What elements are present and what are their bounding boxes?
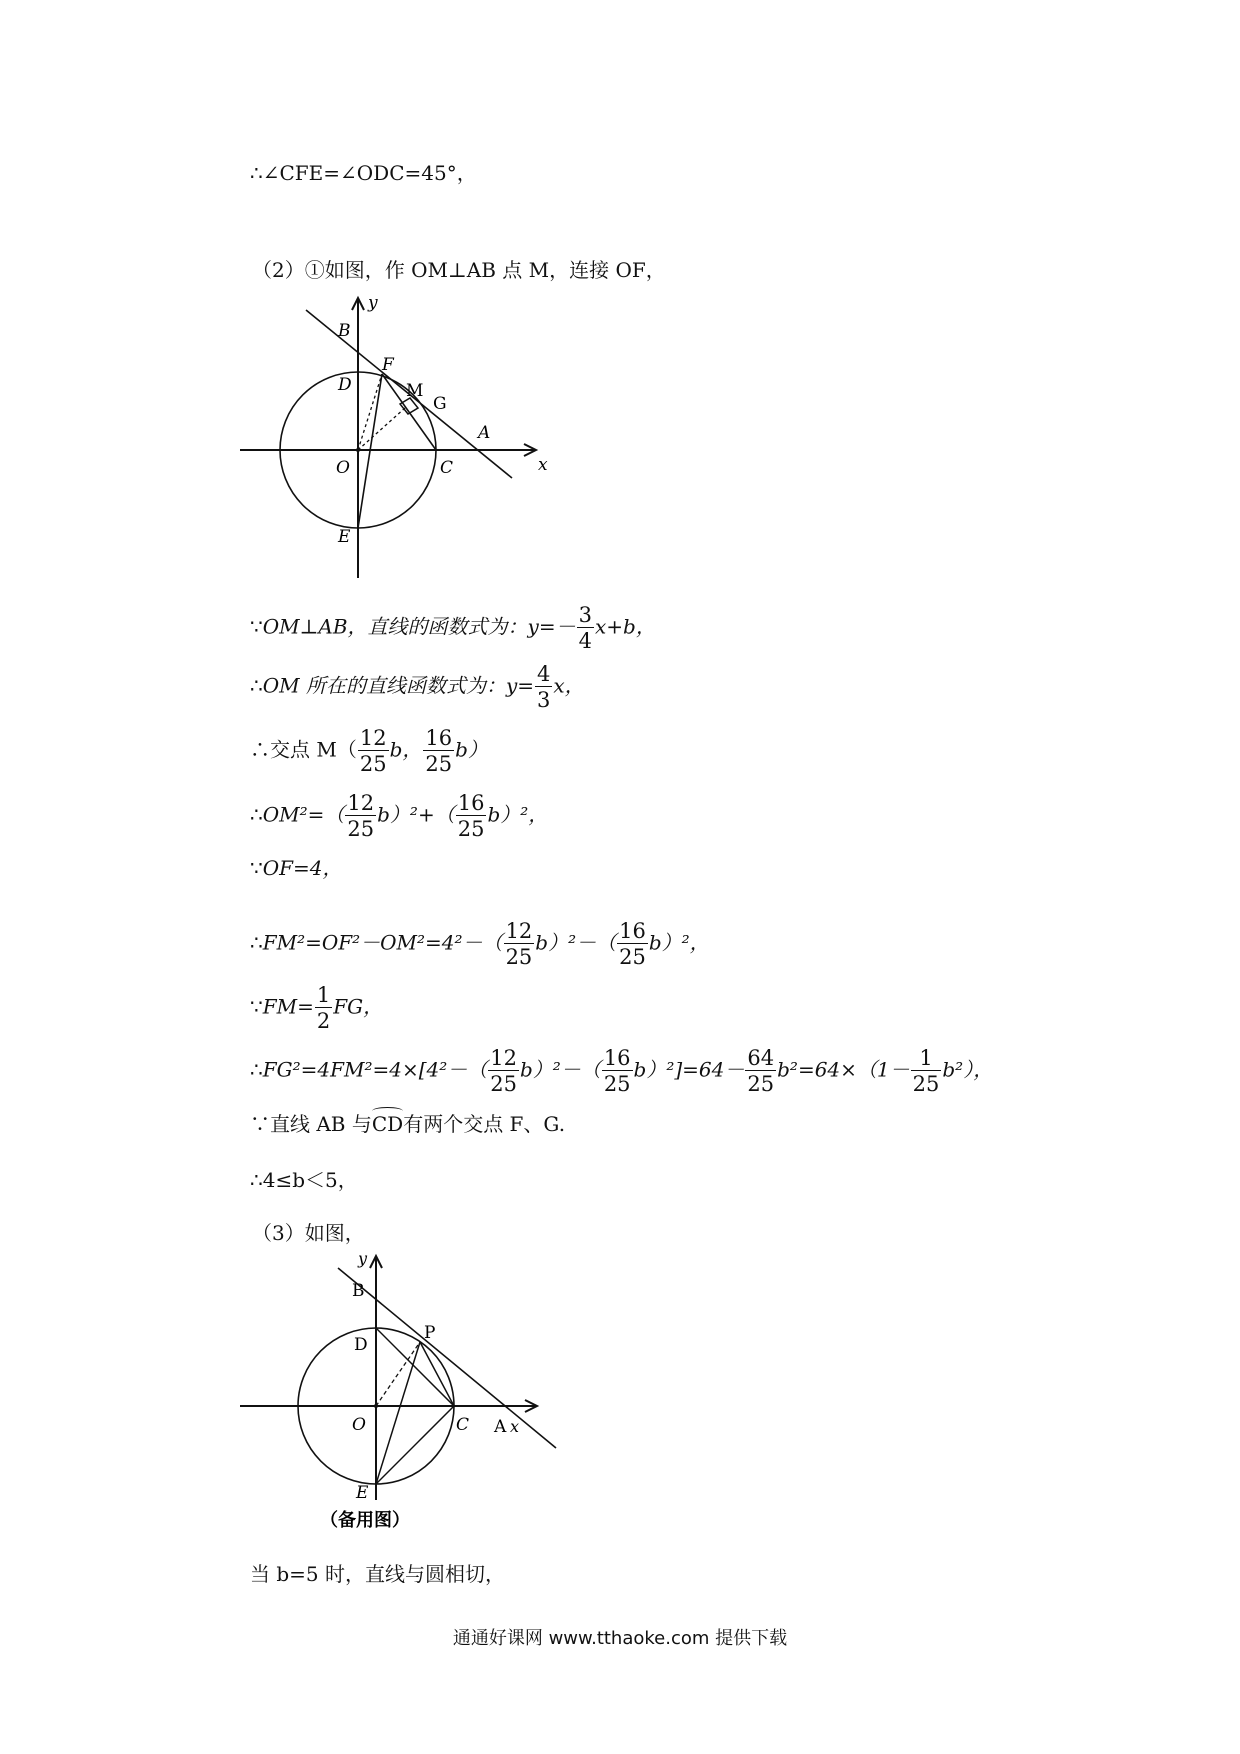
label-b: B: [338, 321, 351, 341]
label-f: F: [382, 355, 394, 375]
line-text: b）²，: [487, 802, 549, 827]
fraction: [358, 727, 389, 775]
label-e: E: [356, 1483, 369, 1503]
label-a: A: [494, 1417, 507, 1437]
denominator: 25: [747, 1072, 775, 1097]
denominator: 2: [316, 1009, 331, 1034]
denominator: 25: [619, 945, 646, 970]
text-line-11: [250, 1114, 565, 1134]
text-line-6: [250, 792, 548, 840]
fraction: [535, 663, 552, 711]
because-symbol: ∵: [250, 994, 263, 1019]
therefore-symbol: ∴: [250, 1168, 263, 1192]
label-m: M: [406, 381, 424, 401]
fraction: [315, 984, 332, 1032]
numerator: 3: [578, 603, 592, 627]
therefore-symbol: ∴: [250, 1057, 263, 1082]
line-text: b）²－（: [519, 1057, 601, 1082]
fraction: [488, 1047, 519, 1095]
label-x: x: [538, 455, 548, 475]
line-text: （3）如图，: [252, 1221, 365, 1245]
numerator: 64: [747, 1046, 775, 1070]
fraction: [602, 1047, 633, 1095]
numerator: 1: [911, 1047, 942, 1071]
denominator: 25: [425, 752, 453, 777]
line-text: OF=4，: [262, 856, 343, 880]
denominator: 25: [347, 817, 375, 842]
line-text: FG，: [333, 994, 384, 1019]
numerator: 16: [457, 791, 485, 815]
fraction: [911, 1047, 942, 1095]
text-line-5: [250, 727, 488, 775]
line-text: 当 b=5 时，直线与圆相切，: [250, 1562, 505, 1586]
numerator: 16: [619, 919, 646, 943]
fraction: [617, 920, 648, 968]
therefore-symbol: ∴: [250, 673, 263, 698]
text-line-3: [250, 604, 656, 652]
label-a: A: [478, 423, 491, 443]
footer-source: 通通好课网 www.tthaoke.com 提供下载: [452, 1628, 788, 1649]
fraction: [745, 1047, 776, 1095]
label-o: O: [352, 1415, 366, 1435]
line-text: b）²+（: [377, 802, 455, 827]
label-c: C: [456, 1415, 470, 1435]
because-symbol: ∵: [250, 856, 263, 880]
because-symbol: ∵: [250, 614, 263, 639]
numerator: 12: [505, 919, 533, 943]
text-line-12: [250, 1170, 358, 1190]
label-d: D: [338, 375, 352, 395]
because-symbol: ∵: [250, 1112, 270, 1136]
label-o: O: [336, 458, 350, 478]
label-c: C: [440, 458, 454, 478]
line-text: OM²=（: [262, 802, 345, 827]
line-text: b²=64×（1－: [777, 1057, 910, 1082]
origin-point: [356, 448, 360, 452]
denominator: 4: [578, 629, 592, 654]
fraction: [577, 604, 594, 652]
text-line-1: [250, 163, 477, 183]
line-text: OM⊥AB，直线的函数式为：y=－: [262, 614, 576, 639]
therefore-symbol: ∴: [250, 802, 263, 827]
segment-of-dashed: [358, 374, 382, 450]
label-y: y: [368, 293, 378, 313]
figure-caption: （备用图）: [320, 1510, 410, 1531]
line-text: 直线 AB 与: [270, 1112, 372, 1136]
segment-om-dashed: [358, 408, 405, 450]
fraction: [345, 792, 376, 840]
line-text: 4≤b＜5，: [262, 1168, 358, 1192]
numerator: 12: [359, 726, 387, 750]
line-text: x+b，: [595, 614, 656, 639]
label-p: P: [424, 1323, 436, 1343]
line-text: 交点 M（: [270, 737, 357, 762]
numerator: 4: [537, 662, 551, 686]
text-line-7: [250, 858, 343, 878]
label-d: D: [354, 1335, 368, 1355]
numerator: 1: [316, 983, 331, 1007]
line-text: FM=: [262, 994, 314, 1019]
line-text: FM²=OF²－OM²=4²－（: [262, 930, 503, 955]
text-line-14: [250, 1564, 505, 1584]
text-line-8: [250, 920, 710, 968]
line-text: x，: [553, 673, 585, 698]
text-line-4: [250, 663, 585, 711]
therefore-symbol: ∴: [250, 930, 263, 955]
arc-cd: CD: [371, 1112, 404, 1136]
line-text: （2）①如图，作 OM⊥AB 点 M，连接 OF，: [252, 258, 666, 282]
line-text: FG²=4FM²=4×[4²－（: [262, 1057, 488, 1082]
denominator: 25: [603, 1072, 631, 1097]
line-text: b²），: [942, 1057, 994, 1082]
figure-1-diagram: [240, 290, 550, 580]
numerator: 12: [347, 791, 375, 815]
denominator: 25: [490, 1072, 517, 1097]
label-x: x: [510, 1417, 520, 1436]
text-line-13: [252, 1223, 365, 1243]
fraction: [423, 727, 454, 775]
fraction: [504, 920, 535, 968]
figure-2-diagram: [240, 1250, 570, 1540]
denominator: 25: [457, 817, 485, 842]
fraction: [456, 792, 487, 840]
numerator: 16: [425, 726, 453, 750]
label-y: y: [358, 1250, 368, 1268]
denominator: 3: [537, 688, 551, 713]
line-text: b，: [389, 737, 423, 762]
label-b: B: [352, 1281, 365, 1301]
line-text: b）: [455, 737, 488, 762]
numerator: 16: [603, 1046, 631, 1070]
text-line-10: [250, 1047, 993, 1095]
line-text: b）²，: [648, 930, 710, 955]
numerator: 12: [490, 1046, 517, 1070]
line-text: 有两个交点 F、G.: [403, 1112, 566, 1136]
denominator: 25: [912, 1072, 940, 1097]
label-e: E: [338, 527, 351, 547]
label-g: G: [433, 394, 447, 414]
therefore-symbol: ∴: [250, 737, 270, 762]
text-line-2: [252, 260, 666, 280]
line-ab: [338, 1268, 556, 1448]
denominator: 25: [359, 752, 387, 777]
text-line-9: [250, 984, 383, 1032]
therefore-symbol: ∴: [250, 161, 263, 185]
segment-pc: [420, 1342, 454, 1406]
denominator: 25: [505, 945, 533, 970]
origin-point: [374, 1404, 378, 1408]
line-text: b）²－（: [535, 930, 617, 955]
segment-dc: [376, 1328, 454, 1406]
segment-op-dashed: [376, 1342, 420, 1406]
line-text: b）²]=64－: [633, 1057, 745, 1082]
line-text: OM 所在的直线函数式为：y=: [262, 673, 535, 698]
line-text: ∠CFE=∠ODC=45°，: [262, 161, 477, 185]
